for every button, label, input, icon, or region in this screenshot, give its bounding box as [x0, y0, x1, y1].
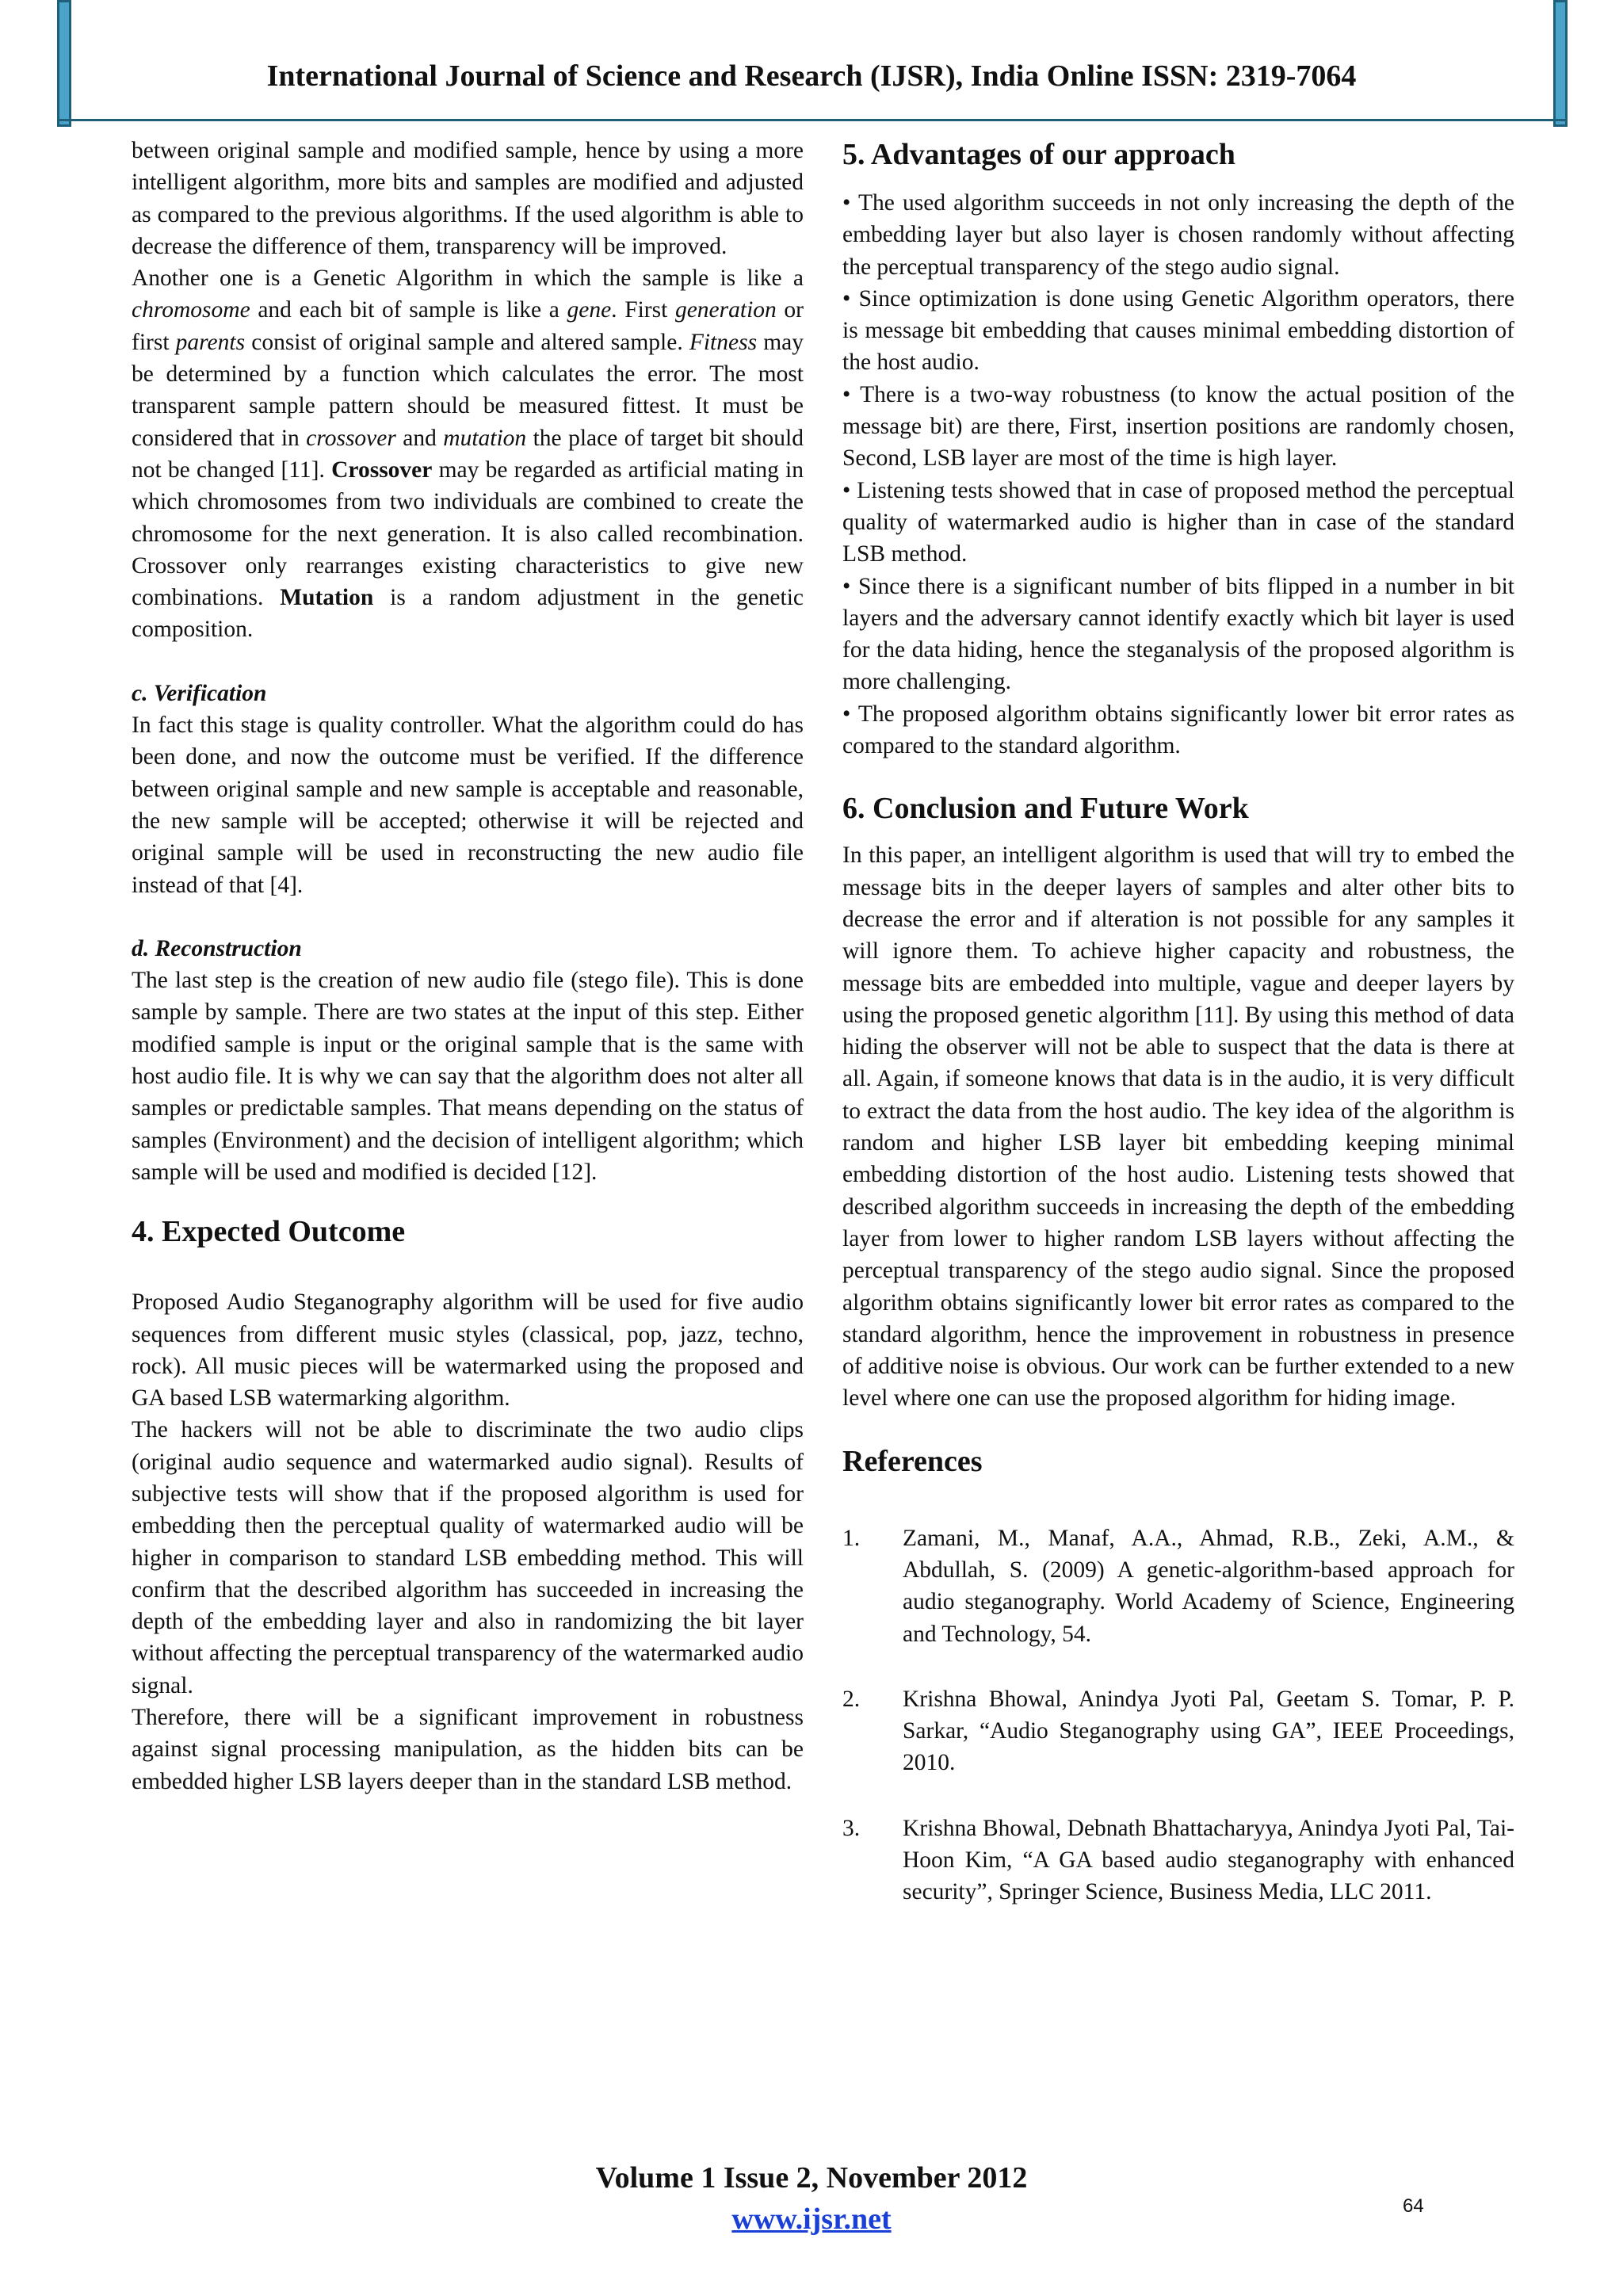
- paragraph: The hackers will not be able to discriminate the two audio clips (original audio sequence and watermarked audio signal). Results of subjective tests will show that if the proposed algorithm is used for embedding then the perceptual quality of watermarked audio will be higher in comparison to standard LSB embedding method. This will confirm that the described algorithm has succeeded in increasing the depth of the embedding layer and also in randomizing the bit layer without affecting the perceptual transparency of the watermarked audio signal.: [132, 1417, 804, 1698]
- reference-item: 2. Krishna Bhowal, Anindya Jyoti Pal, Geetam S. Tomar, P. P. Sarkar, “Audio Steganography using GA”, IEEE Proceedings, 2010.: [842, 1686, 1514, 1776]
- subsection-title: c. Verification: [132, 680, 267, 706]
- left-column: [132, 135, 804, 1797]
- bullet-item: • There is a two-way robustness (to know the actual position of the message bit) are there, First, insertion positions are randomly chosen, Second, LSB layer are most of the time is high layer.: [842, 381, 1514, 472]
- section-title: 4. Expected Outcome: [132, 1215, 406, 1249]
- paragraph: Therefore, there will be a significant improvement in robustness against signal processing manipulation, as the hidden bits can be embedded higher LSB layers deeper than in the standard LSB method.: [132, 1705, 804, 1794]
- paragraph: In this paper, an intelligent algorithm is used that will try to embed the message bits in the deeper layers of samples and alter other bits to decrease the error and if alteration is not possible for any samples it will ignore them. To achieve higher capacity and robustness, the message bits are embedded into multiple, vague and deeper layers by using the proposed genetic algorithm [11]. By using this method of data hiding the observer will not be able to suspect that the data is there at all. Again, if someone knows that data is in the audio, it is very difficult to extract the data from the host audio. The key idea of the algorithm is random and higher LSB layer bit embedding keeping minimal embedding distortion of the host audio. Listening tests showed that described algorithm succeeds in increasing the depth of the embedding layer from lower to higher random LSB layers without affecting the perceptual transparency of the stego audio signal. Since the proposed algorithm obtains significantly lower bit error rates as compared to the standard algorithm, hence the improvement in robustness in presence of additive noise is obvious. Our work can be further extended to a new level where one can use the proposed algorithm for hiding image.: [842, 842, 1514, 1412]
- paragraph: In fact this stage is quality controller. What the algorithm could do has been done, and now the outcome must be verified. If the difference between original sample and new sample is acceptable and reasonable, the new sample will be accepted; otherwise it will be rejected and original sample will be used in reconstructing the new audio file instead of that [4].: [132, 712, 804, 898]
- footer: [0, 2157, 1623, 2240]
- journal-link[interactable]: www.ijsr.net: [731, 2202, 892, 2236]
- header-rule: [57, 119, 1568, 121]
- bullet-item: • The used algorithm succeeds in not only increasing the depth of the embedding layer but also layer is chosen randomly without affecting the perceptual transparency of the stego audio signal.: [842, 190, 1514, 280]
- paragraph: Proposed Audio Steganography algorithm will be used for five audio sequences from different music styles (classical, pop, jazz, techno, rock). All music pieces will be watermarked using the proposed and GA based LSB watermarking algorithm.: [132, 1289, 804, 1412]
- reference-item: 1. Zamani, M., Manaf, A.A., Ahmad, R.B., Zeki, A.M., & Abdullah, S. (2009) A genetic-algorithm-based approach for audio steganography. World Academy of Science, Engineering and Technology, 54.: [842, 1525, 1514, 1647]
- paragraph: between original sample and modified sample, hence by using a more intelligent algorithm, more bits and samples are modified and adjusted as compared to the previous algorithms. If the used algorithm is able to decrease the difference of them, transparency will be improved.: [132, 138, 804, 259]
- bullet-item: • Since optimization is done using Genetic Algorithm operators, there is message bit embedding that causes minimal embedding distortion of the host audio.: [842, 285, 1514, 376]
- bullet-item: • The proposed algorithm obtains significantly lower bit error rates as compared to the standard algorithm.: [842, 701, 1514, 759]
- page-number: 64: [1403, 2195, 1424, 2217]
- section-title: 6. Conclusion and Future Work: [842, 792, 1249, 826]
- section-title: 5. Advantages of our approach: [842, 138, 1235, 171]
- paragraph: The last step is the creation of new audio file (stego file). This is done sample by sample. There are two states at the input of this step. Either modified sample is input or the original sample that is the same with host audio file. It is why we can say that the algorithm does not alter all samples or predictable samples. That means depending on the status of samples (Environment) and the decision of intelligent algorithm; which sample will be used and modified is decided [12].: [132, 968, 804, 1185]
- bullet-item: • Since there is a significant number of bits flipped in a number in bit layers and the adversary cannot identify exactly which bit layer is used for the data hiding, hence the steganalysis of the proposed algorithm is more challenging.: [842, 573, 1514, 695]
- paragraph-genetic: Another one is a Genetic Algorithm in which the sample is like a chromosome and each bit of sample is like a gene. First generation or first parents consist of original sample and altered sample. Fitness may be determined by a function which calculates the error. The most transparent sample pattern should be measured fittest. It must be considered that in crossover and mutation the place of target bit should not be changed [11]. Crossover may be regarded as artificial mating in which chromosomes from two individuals are combined to create the chromosome for the next generation. It is also called recombination. Crossover only rearranges existing characteristics to give new combinations. Mutation is a random adjustment in the genetic composition.: [132, 266, 804, 643]
- volume-info: Volume 1 Issue 2, November 2012: [595, 2161, 1028, 2195]
- subsection-title: d. Reconstruction: [132, 935, 302, 961]
- section-title: References: [842, 1444, 983, 1478]
- bullet-item: • Listening tests showed that in case of proposed method the perceptual quality of watermarked audio is higher than in case of the standard LSB method.: [842, 477, 1514, 567]
- journal-header: International Journal of Science and Research (IJSR), India Online ISSN: 2319-7064: [266, 59, 1357, 93]
- reference-item: 3. Krishna Bhowal, Debnath Bhattacharyya, Anindya Jyoti Pal, Tai-Hoon Kim, “A GA based audio steganography with enhanced security”, Springer Science, Business Media, LLC 2011.: [842, 1815, 1514, 1905]
- right-column: [842, 135, 1514, 1908]
